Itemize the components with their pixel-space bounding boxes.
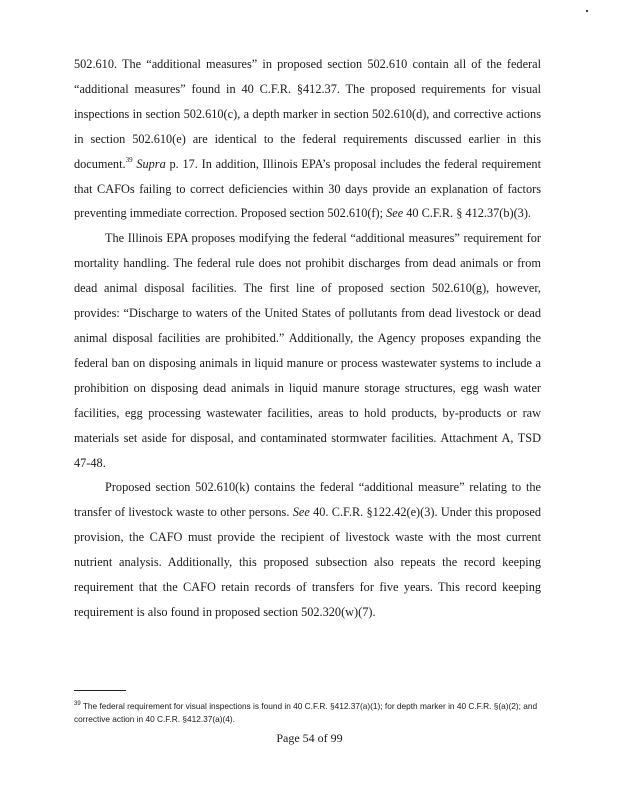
citation-signal: See xyxy=(292,505,310,520)
citation-signal: Supra xyxy=(136,156,166,171)
citation-signal: See xyxy=(386,206,404,221)
scan-mark xyxy=(586,10,588,12)
footnote-divider xyxy=(74,690,126,691)
body-text xyxy=(74,52,541,625)
paragraph-text: Proposed section 502.610(k) contains the federal “additional measure” relating to the transfer of livestock waste to other persons. xyxy=(74,480,541,520)
paragraph-text: 40 C.F.R. § 412.37(b)(3). xyxy=(403,206,531,221)
paragraph-livestock-transfer xyxy=(74,475,541,624)
paragraph-text: 502.610. The “additional measures” in proposed section 502.610 contain all of the federal “additional measures” found in 40 C.F.R. §412.37. The proposed requirements for visual inspections in section 502.610(c), a depth marker in section 502.610(d), and corrective actions in section 502.610(e) are identical to the federal requirements discussed earlier in this document. xyxy=(74,57,541,171)
footnote xyxy=(74,700,541,725)
page-number: Page 54 of 99 xyxy=(276,731,343,745)
paragraph-text: 40. C.F.R. §122.42(e)(3). Under this proposed provision, the CAFO must provide the recipient of livestock waste with the most current nutrient analysis. Additionally, this proposed subsection also repeats the record keeping requirement that the CAFO retain records of transfers for five years. This record keeping requirement is also found in proposed section 502.320(w)(7). xyxy=(74,505,542,619)
footnote-text: The federal requirement for visual inspections is found in 40 C.F.R. §412.37(a)(1); for depth marker in 40 C.F.R. §(a)(2); and corrective action in 40 C.F.R. §412.37(a)(4). xyxy=(74,701,538,724)
paragraph-text: p. 17. In addition, Illinois EPA’s proposal includes the federal requirement that CAFOs failing to correct deficiencies within 30 days provide an explanation of factors preventing immediate correction. Proposed section 502.610(f); xyxy=(74,156,541,221)
footnote-reference: 39 xyxy=(125,155,133,164)
footnote-number: 39 xyxy=(74,701,81,707)
paragraph-mortality-handling: The Illinois EPA proposes modifying the federal “additional measures” requirement for mortality handling. The federal rule does not prohibit discharges from dead animals or from dead animal disposal facilities. The first line of proposed section 502.610(g), however, provides: “Discharge to waters of the United States of pollutants from dead livestock or dead animal disposal facilities are prohibited.” Additionally, the Agency proposes expanding the federal ban on disposing animals in liquid manure or process wastewater systems to include a prohibition on disposing dead animals in liquid manure storage structures, egg wash water facilities, egg processing wastewater facilities, areas to hold products, by-products or raw materials set aside for disposal, and contaminated stormwater facilities. Attachment A, TSD 47-48. xyxy=(74,231,541,470)
paragraph-continued xyxy=(74,52,541,226)
